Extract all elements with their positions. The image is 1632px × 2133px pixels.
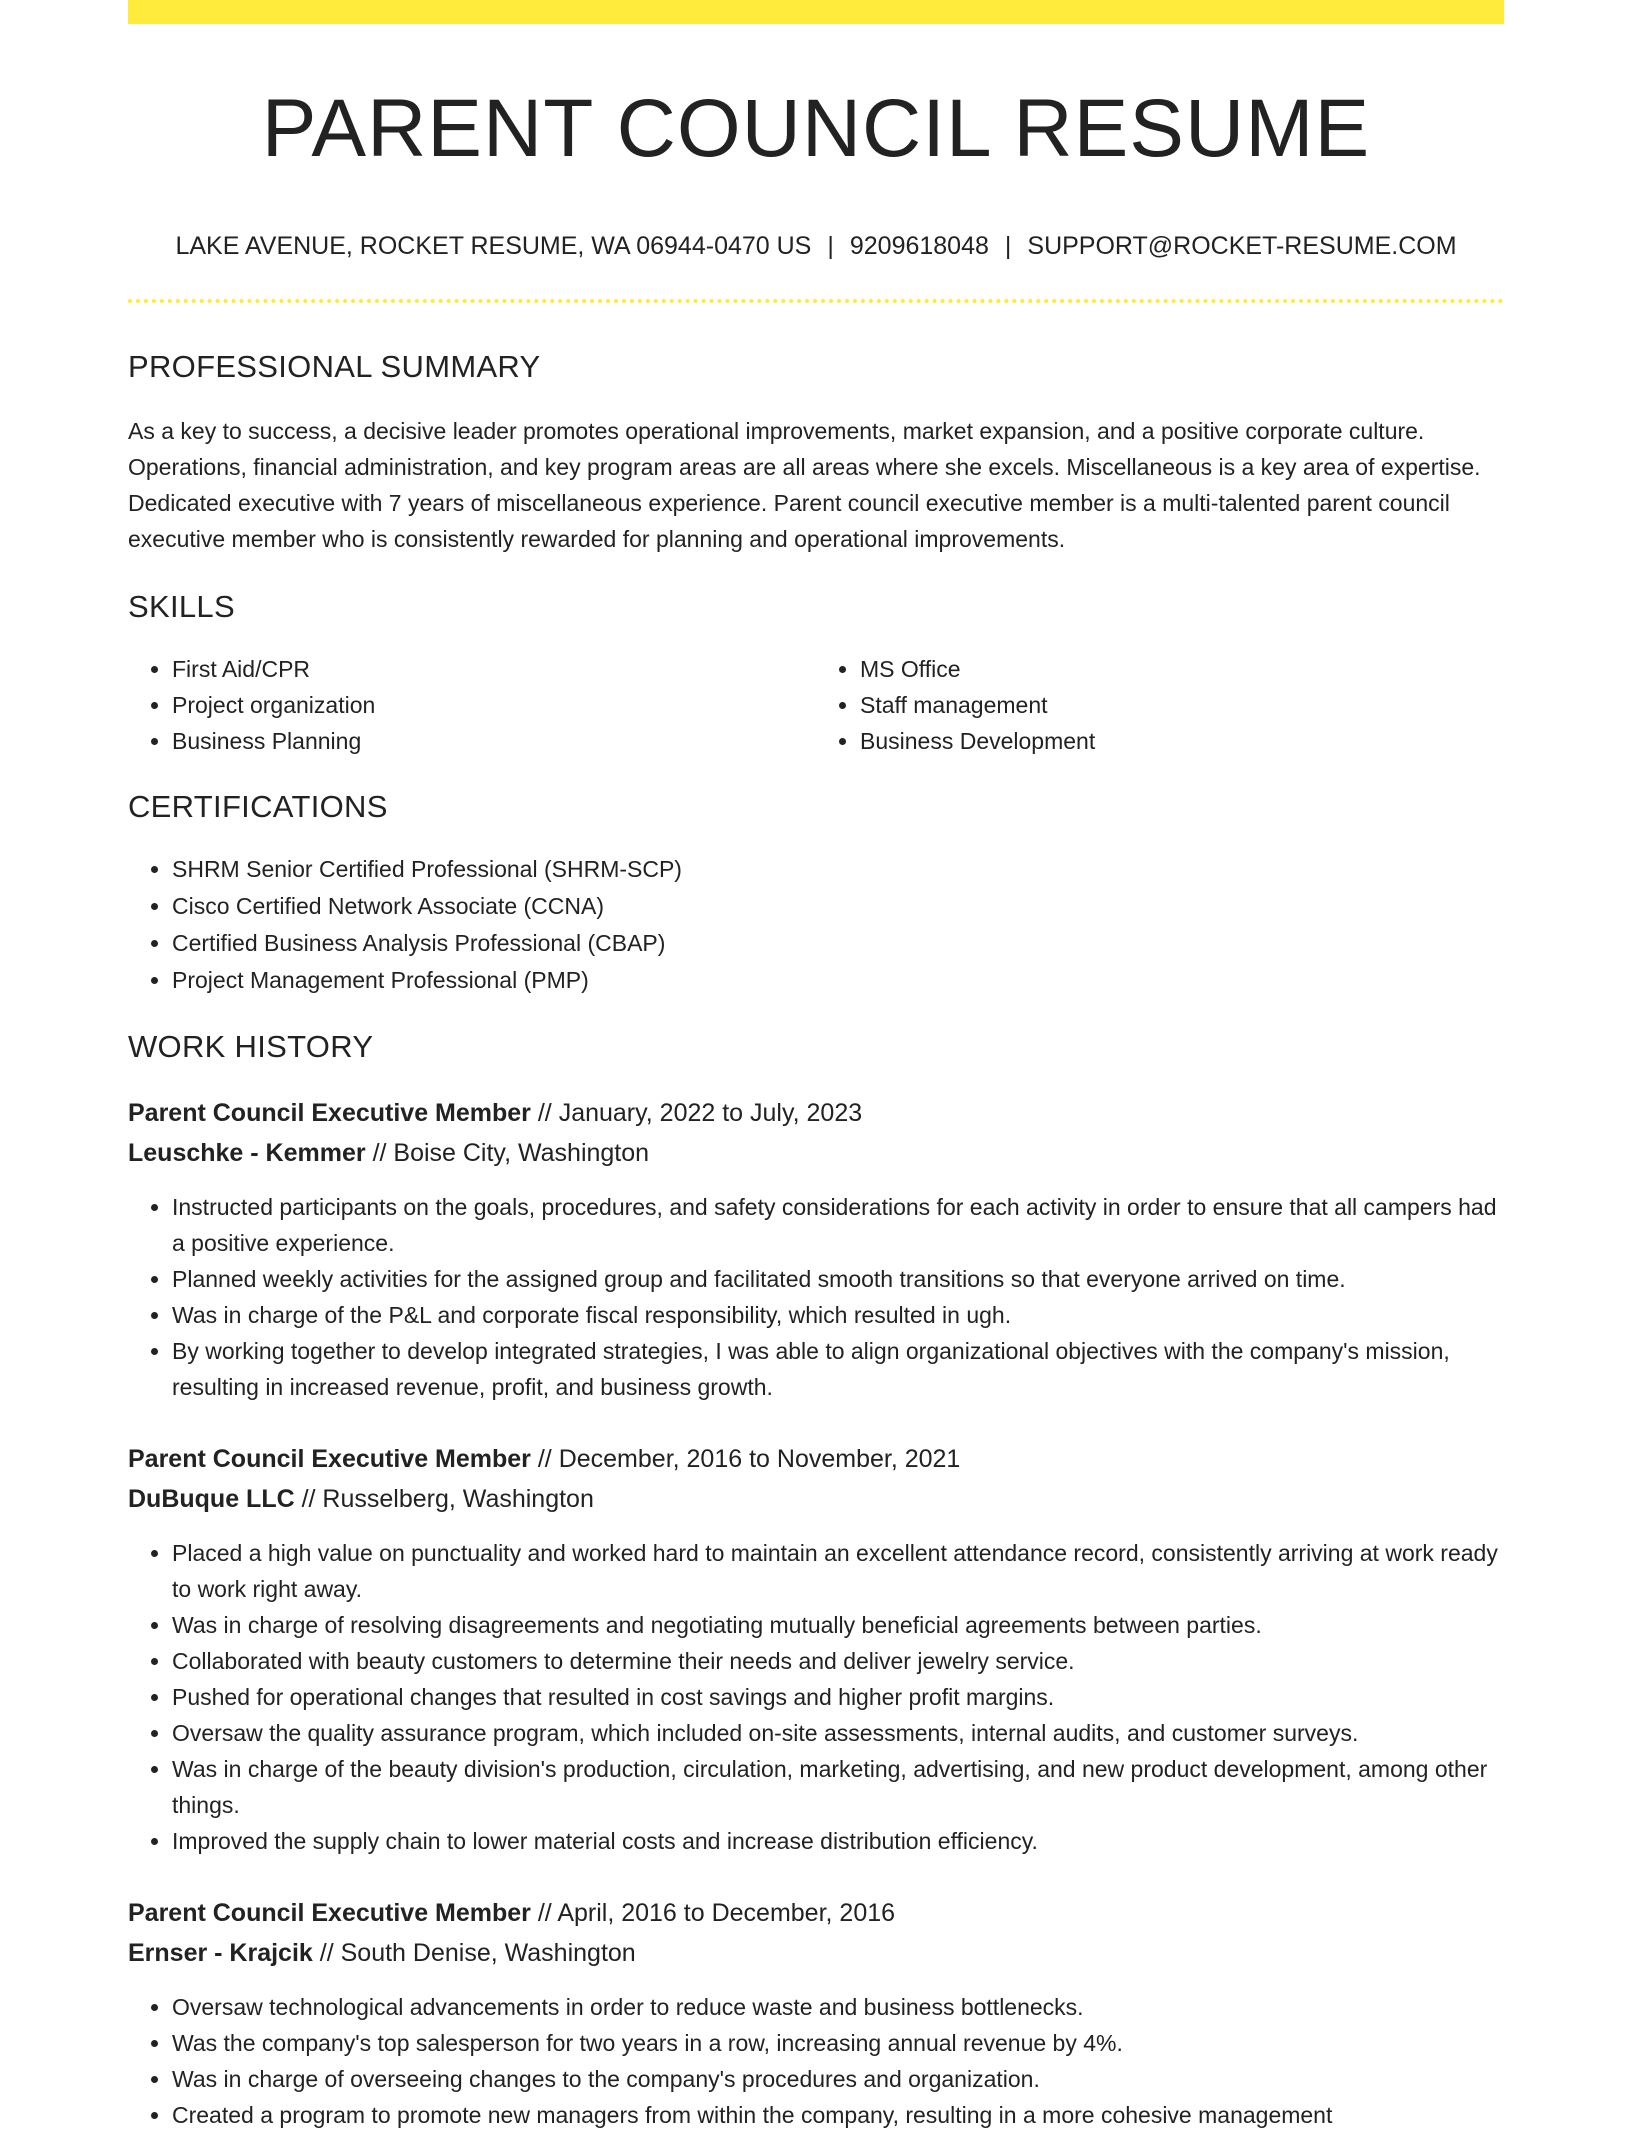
skills-column-right	[816, 651, 1504, 759]
job-role: Parent Council Executive Member	[128, 1899, 531, 1928]
job-company-line	[128, 1479, 1504, 1519]
skills-grid	[128, 651, 1504, 759]
job-company: DuBuque LLC	[128, 1485, 295, 1514]
job-company: Leuschke - Kemmer	[128, 1139, 366, 1168]
job-bullet: • Was in charge of overseeing changes to the company's procedures and organization.	[172, 2061, 1504, 2097]
job-dates: // April, 2016 to December, 2016	[537, 1899, 896, 1928]
dotted-divider	[128, 299, 1504, 303]
job-location: // Russelberg, Washington	[301, 1485, 594, 1514]
skills-list-left	[128, 651, 816, 759]
job-role-line	[128, 1439, 1504, 1479]
resume-title: PARENT COUNCIL RESUME	[261, 83, 1371, 174]
job-location: // Boise City, Washington	[372, 1139, 650, 1168]
job-role: Parent Council Executive Member	[128, 1445, 531, 1474]
skill-item: • Staff management	[860, 687, 1504, 723]
job-bullets	[128, 1535, 1504, 1859]
summary-heading: PROFESSIONAL SUMMARY	[128, 349, 541, 385]
job-bullet: • Oversaw the quality assurance program, which included on-site assessments, internal audits, and customer surveys.	[172, 1715, 1504, 1751]
summary-text: As a key to success, a decisive leader promotes operational improvements, market expansion, and a positive corporate culture. Operations, financial administration, and key program areas are all areas where she excels. Miscellaneous is a key area of expertise. Dedicated executive with 7 years of miscellaneous experience. Parent council executive member is a multi-talented parent council executive member who is consistently rewarded for planning and operational improvements.	[128, 418, 1481, 553]
contact-line	[128, 232, 1504, 261]
job-dates: // January, 2022 to July, 2023	[537, 1099, 863, 1128]
job-role-line	[128, 1893, 1504, 1933]
job-company-line	[128, 1133, 1504, 1173]
certifications-list	[128, 851, 1504, 999]
job-role-line	[128, 1093, 1504, 1133]
job-dates: // December, 2016 to November, 2021	[537, 1445, 961, 1474]
skill-item: • Business Planning	[172, 723, 816, 759]
job-bullet: • Instructed participants on the goals, procedures, and safety considerations for each activity in order to ensure that all campers had a positive experience.	[172, 1189, 1504, 1261]
job-entry	[128, 1893, 1504, 2133]
job-bullet: • Was in charge of resolving disagreements and negotiating mutually beneficial agreements between parties.	[172, 1607, 1504, 1643]
contact-separator: |	[827, 232, 834, 261]
job-bullet: • Placed a high value on punctuality and worked hard to maintain an excellent attendance record, consistently arriving at work ready to work right away.	[172, 1535, 1504, 1607]
job-entry	[128, 1093, 1504, 1405]
certification-item: • Project Management Professional (PMP)	[172, 962, 1504, 999]
skill-item: • First Aid/CPR	[172, 651, 816, 687]
work-history-heading: WORK HISTORY	[128, 1029, 374, 1065]
skill-item: • Project organization	[172, 687, 816, 723]
contact-separator: |	[1004, 232, 1012, 261]
job-bullet: • Was in charge of the P&L and corporate fiscal responsibility, which resulted in ugh.	[172, 1297, 1504, 1333]
resume-page	[128, 0, 1504, 2133]
job-company: Ernser - Krajcik	[128, 1939, 313, 1968]
certification-item: • Certified Business Analysis Professional (CBAP)	[172, 925, 1504, 962]
contact-email: SUPPORT@ROCKET-RESUME.COM	[1027, 232, 1457, 261]
certifications-heading: CERTIFICATIONS	[128, 789, 388, 825]
certification-item: • SHRM Senior Certified Professional (SHRM-SCP)	[172, 851, 1504, 888]
certification-item: • Cisco Certified Network Associate (CCNA)	[172, 888, 1504, 925]
job-entry	[128, 1439, 1504, 1859]
job-bullet: • Created a program to promote new managers from within the company, resulting in a more cohesive management	[172, 2097, 1504, 2133]
job-bullet: • Oversaw technological advancements in order to reduce waste and business bottlenecks.	[172, 1989, 1504, 2025]
job-role: Parent Council Executive Member	[128, 1099, 531, 1128]
job-company-line	[128, 1933, 1504, 1973]
job-bullet: • Planned weekly activities for the assigned group and facilitated smooth transitions so that everyone arrived on time.	[172, 1261, 1504, 1297]
job-bullets	[128, 1989, 1504, 2133]
job-bullet: • Pushed for operational changes that resulted in cost savings and higher profit margins.	[172, 1679, 1504, 1715]
skill-item: • MS Office	[860, 651, 1504, 687]
skills-column-left	[128, 651, 816, 759]
job-location: // South Denise, Washington	[319, 1939, 636, 1968]
job-bullet: • Was in charge of the beauty division's production, circulation, marketing, advertising, and new product development, among other things.	[172, 1751, 1504, 1823]
job-bullet: • Collaborated with beauty customers to determine their needs and deliver jewelry service.	[172, 1643, 1504, 1679]
top-accent-bar	[128, 0, 1504, 24]
contact-phone: 9209618048	[849, 232, 989, 261]
contact-address: LAKE AVENUE, ROCKET RESUME, WA 06944-0470 US	[175, 232, 812, 261]
skill-item: • Business Development	[860, 723, 1504, 759]
skills-list-right	[816, 651, 1504, 759]
job-bullet: • By working together to develop integrated strategies, I was able to align organizational objectives with the company's mission, resulting in increased revenue, profit, and business growth.	[172, 1333, 1504, 1405]
job-bullet: • Was the company's top salesperson for two years in a row, increasing annual revenue by 4%.	[172, 2025, 1504, 2061]
job-bullet: • Improved the supply chain to lower material costs and increase distribution efficiency.	[172, 1823, 1504, 1859]
job-bullets	[128, 1189, 1504, 1405]
skills-heading: SKILLS	[128, 589, 235, 625]
